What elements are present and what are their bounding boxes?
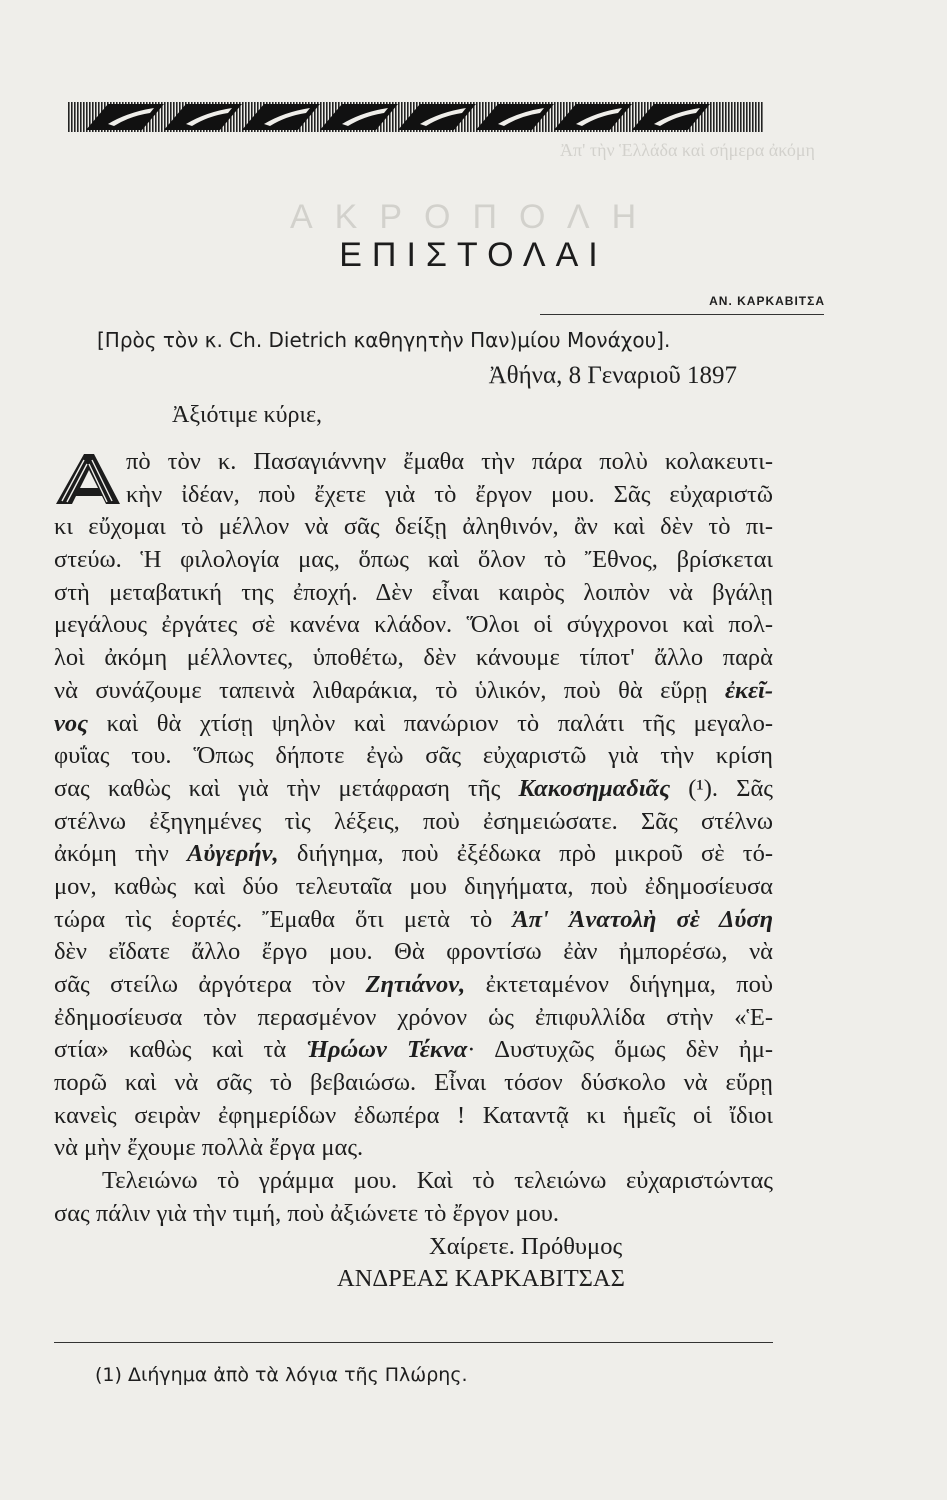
body-line: Τελειώνω τὸ γράμμα μου. Καὶ τὸ τελειώνω εὐχαριστώντας [102,1167,773,1195]
body-line: πὸ τὸν κ. Πασαγιάννην ἔμαθα τὴν πάρα πολὺ κολακευτι- [126,448,773,475]
body-line: σας πάλιν γιὰ τὴν τιμή, ποὺ ἀξιώνετε τὸ ἔργον μου. [54,1199,559,1227]
body-line: λοὶ ἀκόμη μέλλοντες, ὑποθέτω, δὲν κάνουμε τίποτ' ἄλλο παρὰ [54,644,773,672]
author-byline: ΑΝ. ΚΑΡΚΑΒΙΤΣΑ [709,294,825,308]
show-through-title: ΑΚΡΟΠΟΛΗ [290,198,659,236]
footnote-rule [54,1342,773,1343]
body-line: στέλνω ἐξηγημένες τὶς λέξεις, ποὺ ἐσημειώσατε. Σᾶς στέλνω [54,807,773,835]
page-title: ΕΠΙΣΤΟΛΑΙ [339,236,608,274]
body-line: πορῶ καὶ νὰ σᾶς τὸ βεβαιώσω. Εἶναι τόσον δύσκολο νὰ εὕρῃ [54,1069,773,1097]
body-line: τώρα τὶς ἑορτές. Ἔμαθα ὅτι μετὰ τὸ Ἀπ' Ἀνατολὴ σὲ Δύση [54,905,774,933]
body-line: ἀκόμη τὴν Αὐγερήν, διήγημα, ποὺ ἐξέδωκα πρὸ μικροῦ σὲ τό- [54,840,774,868]
body-line: ἐδημοσίευσα τὸν περασμένον χρόνον ὡς ἐπιφυλλίδα στὴν «Ἑ- [54,1003,773,1031]
dateline: Ἀθήνα, 8 Γεναριοῦ 1897 [488,362,737,389]
body-line: στία» καθὼς καὶ τὰ Ἡρώων Τέκνα· Δυστυχῶς ὅμως δὲν ἠμ- [54,1036,773,1064]
body-line: κὴν ἰδέαν, ποὺ ἔχετε γιὰ τὸ ἔργον μου. Σᾶς εὐχαριστῶ [126,480,773,508]
body-line: νὰ συνάζουμε ταπεινὰ λιθαράκια, τὸ ὑλικόν, ποὺ θὰ εὕρῃ ἐκεῖ- [54,676,773,704]
body-line: σας καθὼς καὶ γιὰ τὴν μετάφραση τῆς Κακοσημαδιᾶς (¹). Σᾶς [54,774,774,802]
signature: ΑΝΔΡΕΑΣ ΚΑΡΚΑΒΙΤΣΑΣ [337,1265,625,1293]
addressee-line: [Πρὸς τὸν κ. Ch. Dietrich καθηγητὴν Παν)μίου Μονάχου]. [97,328,671,352]
ornament-band [68,100,764,134]
body-line: δὲν εἴδατε ἄλλο ἔργο μου. Θὰ φροντίσω ἐὰν ἠμπορέσω, νὰ [54,938,773,966]
body-line: κι εὔχομαι τὸ μέλλον νὰ σᾶς δείξῃ ἀληθινόν, ἂν καὶ δὲν τὸ πι- [54,513,773,541]
body-line: μον, καθὼς καὶ δύο τελευταῖα μου διηγήματα, ποὺ ἐδημοσίευσα [54,872,773,900]
salutation: Ἀξιότιμε κύριε, [172,402,323,428]
closing-line: Χαίρετε. Πρόθυμος [429,1232,623,1260]
body-line: μεγάλους ἐργάτες σὲ κανένα κλάδον. Ὅλοι οἱ σύγχρονοι καὶ πολ- [54,611,773,639]
byline-rule [540,314,824,315]
show-through-text: Ἀπ' τὴν Ἑλλάδα καὶ σήμερα ἀκόμη [560,140,815,160]
letter-body [54,446,773,1296]
body-line: νος καὶ θὰ χτίσῃ ψηλὸν καὶ πανώριον τὸ παλάτι τῆς μεγαλο- [54,709,774,737]
footnote: (1) Διήγημα ἀπὸ τὰ λόγια τῆς Πλώρης. [95,1364,468,1386]
body-line: κανεὶς σειρὰν ἐφημερίδων ἐδωπέρα ! Καταντᾷ κι ἡμεῖς οἱ ἴδιοι [54,1101,773,1129]
body-line: στὴ μεταβατική της ἐποχή. Δὲν εἶναι καιρὸς λοιπὸν νὰ βγάλῃ [54,578,773,606]
body-line: φυΐας του. Ὅπως δήποτε ἐγὼ σᾶς εὐχαριστῶ γιὰ τὴν κρίση [54,742,773,770]
body-line: στεύω. Ἡ φιλολογία μας, ὅπως καὶ ὅλον τὸ Ἔθνος, βρίσκεται [54,546,773,574]
body-line: σᾶς στείλω ἀργότερα τὸν Ζητιάνον, ἐκτεταμένον διήγημα, ποὺ [54,971,773,998]
body-line: νὰ μὴν ἔχουμε πολλὰ ἔργα μας. [54,1134,364,1162]
